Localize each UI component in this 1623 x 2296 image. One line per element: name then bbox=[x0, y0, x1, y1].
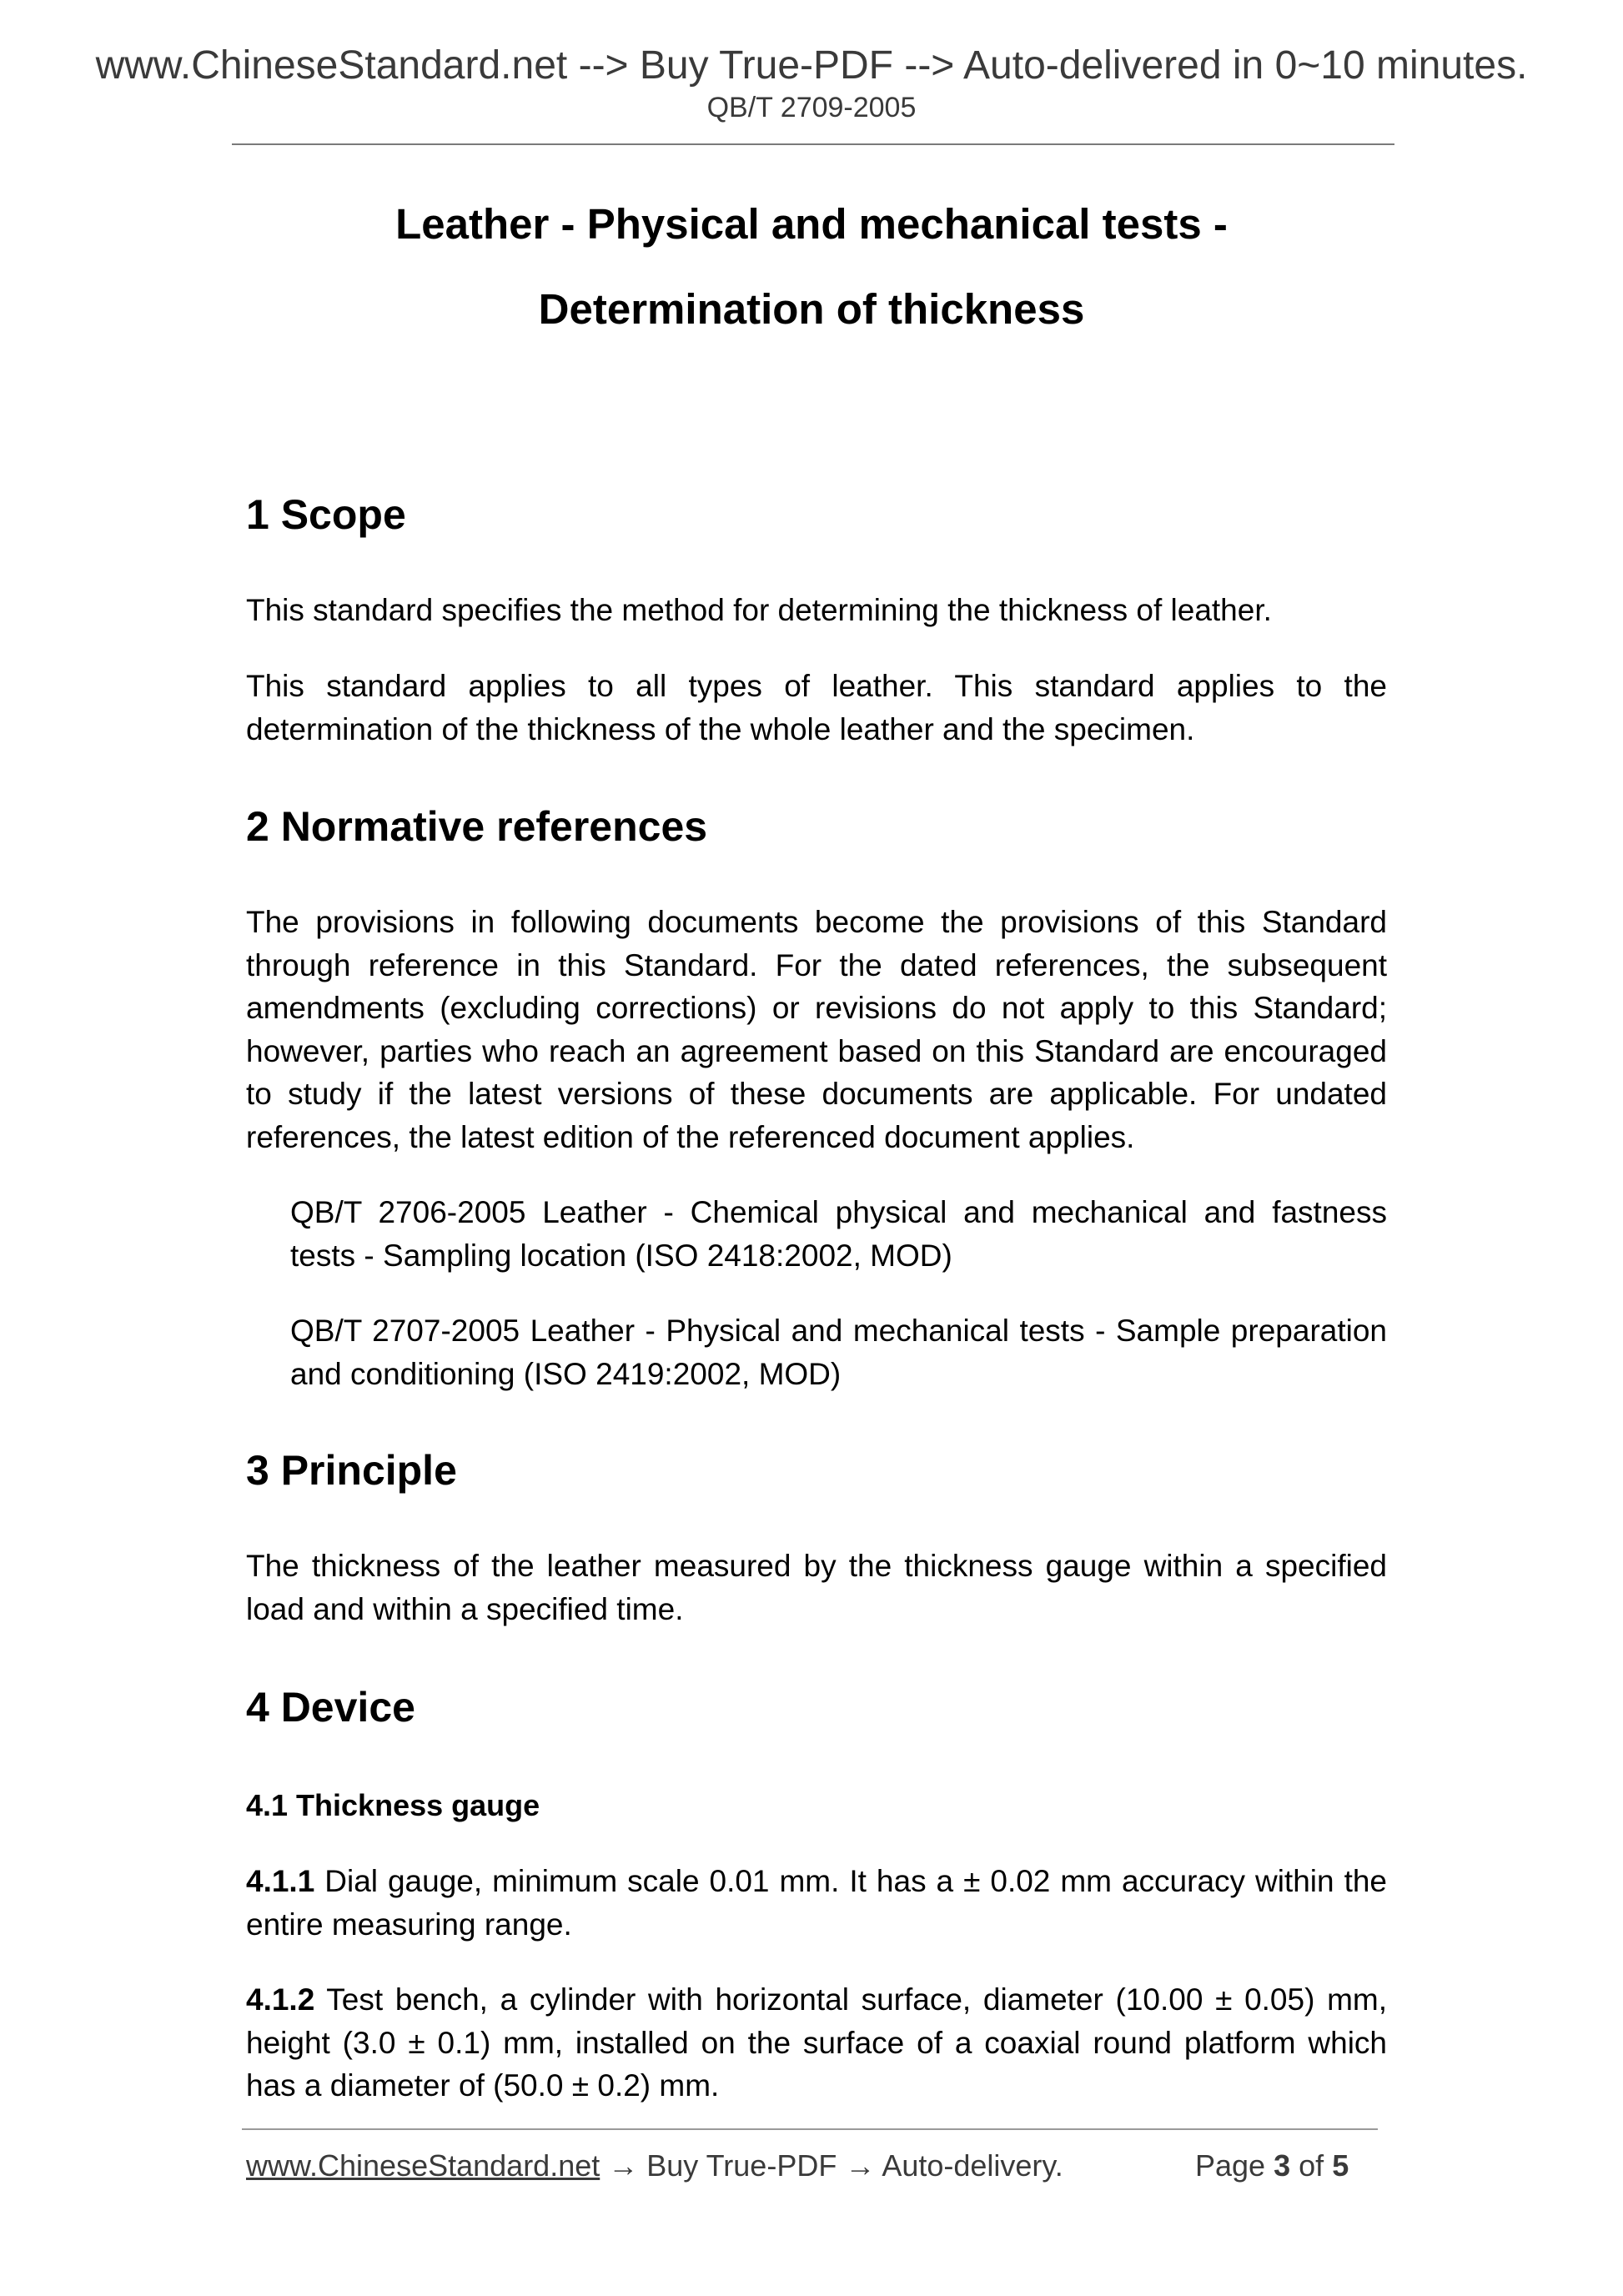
reference-item-qbt-2706: QB/T 2706-2005 Leather - Chemical physical and mechanical and fastness tests - Sampling location (ISO 2418:2002, MOD) bbox=[290, 1195, 1387, 1273]
header-divider bbox=[232, 143, 1394, 145]
section-heading-principle: 3 Principle bbox=[246, 1447, 457, 1494]
scope-paragraph-1: This standard specifies the method for determining the thickness of leather. bbox=[246, 593, 1272, 627]
section-heading-device: 4 Device bbox=[246, 1684, 415, 1731]
page-total: 5 bbox=[1332, 2148, 1349, 2183]
clause-number: 4.1.2 bbox=[246, 1982, 315, 2017]
footer-tagline: → Buy True-PDF → Auto-delivery. bbox=[600, 2148, 1063, 2183]
document-code: QB/T 2709-2005 bbox=[706, 92, 917, 123]
document-title-line-2: Determination of thickness bbox=[538, 285, 1085, 333]
section-heading-scope: 1 Scope bbox=[246, 491, 406, 538]
references-paragraph: The provisions in following documents become the provisions of this Standard through reference in this Standard. For the dated references, the subsequent amendments (excluding corrections) or revisions do not apply to this Standard; however, parties who reach an agreement based on this Standard are encouraged to study if the latest versions of these documents are applicable. For undated references, the latest edition of the referenced document applies. bbox=[246, 905, 1387, 1154]
scope-paragraph-2: This standard applies to all types of leather. This standard applies to the determination of the thickness of the whole leather and the specimen. bbox=[246, 669, 1387, 746]
clause-number: 4.1.1 bbox=[246, 1864, 315, 1898]
principle-paragraph: The thickness of the leather measured by the thickness gauge within a specified load and within a specified time. bbox=[246, 1549, 1387, 1626]
page-current: 3 bbox=[1274, 2148, 1291, 2183]
reference-item-qbt-2707: QB/T 2707-2005 Leather - Physical and mechanical tests - Sample preparation and conditioning (ISO 2419:2002, MOD) bbox=[290, 1314, 1387, 1391]
subsection-heading-thickness-gauge: 4.1 Thickness gauge bbox=[246, 1788, 540, 1822]
clause-text: Dial gauge, minimum scale 0.01 mm. It has a ± 0.02 mm accuracy within the entire measuring range. bbox=[246, 1864, 1387, 1942]
footer-links bbox=[246, 2148, 1063, 2184]
document-title-line-1: Leather - Physical and mechanical tests - bbox=[395, 200, 1228, 248]
clause-4-1-2 bbox=[246, 1978, 1387, 2108]
page-label: Page bbox=[1195, 2148, 1266, 2183]
clause-text: Test bench, a cylinder with horizontal surface, diameter (10.00 ± 0.05) mm, height (3.0 ± 0.1) mm, installed on the surface of a coaxial round platform which has a diameter of (50.0 ± 0.2) mm. bbox=[246, 1982, 1387, 2103]
footer-divider bbox=[242, 2128, 1378, 2130]
section-heading-normative-references: 2 Normative references bbox=[246, 803, 708, 850]
page-indicator bbox=[1195, 2148, 1349, 2184]
clause-4-1-1 bbox=[246, 1860, 1387, 1946]
footer-site-link[interactable]: www.ChineseStandard.net bbox=[246, 2148, 600, 2183]
page-of-label: of bbox=[1299, 2148, 1324, 2183]
top-banner: www.ChineseStandard.net --> Buy True-PDF --> Auto-delivered in 0~10 minutes. bbox=[95, 43, 1528, 88]
